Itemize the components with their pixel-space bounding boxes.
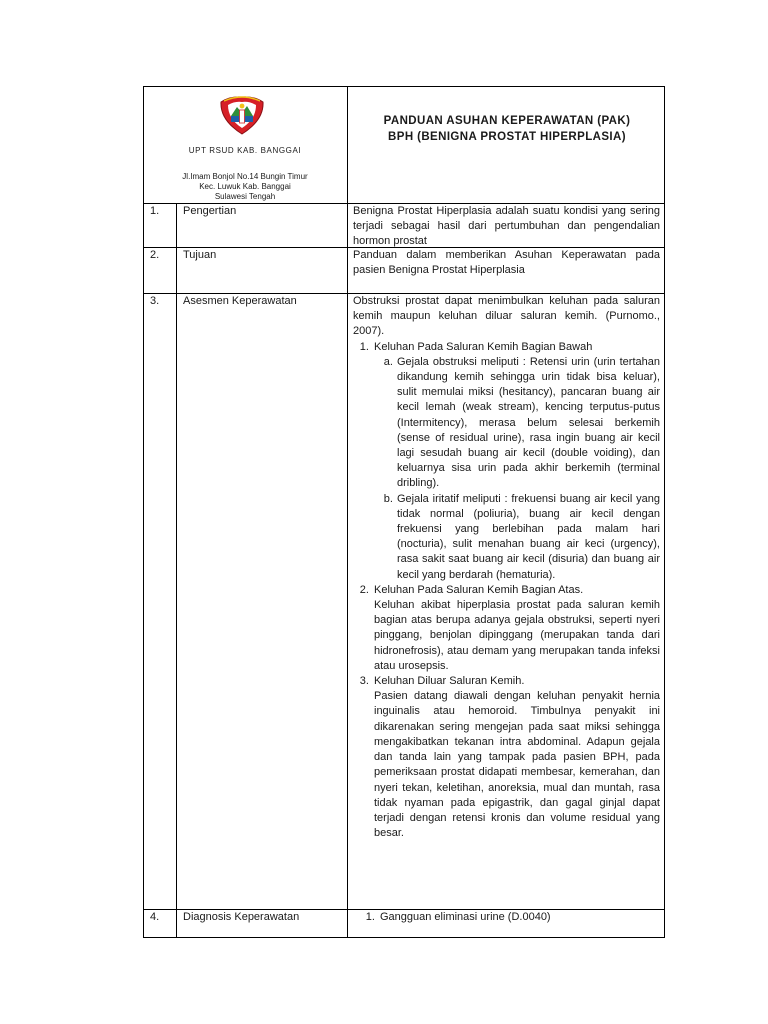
- row-number: 3.: [150, 295, 160, 307]
- symptom-list: [374, 355, 660, 583]
- list-item: [372, 674, 660, 841]
- list-item-body: Keluhan akibat hiperplasia prostat pada saluran kemih bagian atas berupa adanya gejala obstruksi, seperti nyeri pinggang, benjolan dipinggang (merupakan tanda dari hidronefrosis), atau demam yang merupakan tanda infeksi atau urosepsis.: [374, 599, 660, 672]
- document-table: [143, 86, 665, 938]
- row-label: Asesmen Keperawatan: [183, 295, 297, 307]
- address-line: Jl.Imam Bonjol No.14 Bungin Timur: [182, 172, 308, 181]
- row-label: Diagnosis Keperawatan: [183, 911, 300, 923]
- hospital-name: UPT RSUD KAB. BANGGAI: [188, 146, 302, 155]
- list-item: [372, 583, 660, 674]
- hospital-address: [144, 172, 346, 202]
- list-item-title: 2. Keluhan Pada Saluran Kemih Bagian Atas.: [374, 583, 584, 596]
- diagnosis-content: [353, 910, 660, 925]
- column-divider: [176, 203, 177, 938]
- column-divider: [347, 87, 348, 938]
- list-item-title: 3. Keluhan Diluar Saluran Kemih.: [374, 675, 525, 688]
- row-number: 4.: [150, 911, 160, 923]
- diagnosis-list: [353, 910, 660, 925]
- list-item: [372, 340, 660, 583]
- list-item-title: Keluhan Pada Saluran Kemih Bagian Bawah: [374, 340, 593, 353]
- row-content: Panduan dalam memberikan Asuhan Keperawatan pada pasien Benigna Prostat Hiperplasia: [353, 249, 660, 277]
- shield-emblem-icon: [218, 92, 266, 136]
- list-item: 1. Gangguan eliminasi urine (D.0040): [378, 910, 660, 925]
- list-item: a. Gejala obstruksi meliputi : Retensi urin (urin tertahan dikandung kemih sehingga urin tidak bisa keluar), sulit memulai miksi (hesitancy), pancaran buang air kecil lemah (weak stream), kencing terputus-putus (Intermitency), merasa belum selesai berkemih (sense of residual urine), rasa ingin buang air kecil lagi sesudah buang air kecil (double voiding), dan keluarnya sisa urin pada akhir berkemih (terminal dribling).: [396, 355, 660, 492]
- document-title: [348, 113, 666, 145]
- row-label: Pengertian: [183, 205, 237, 217]
- row-label: Tujuan: [183, 249, 217, 261]
- address-line: Sulawesi Tengah: [214, 192, 276, 201]
- title-line: PANDUAN ASUHAN KEPERAWATAN (PAK): [383, 115, 631, 127]
- list-item: b. Gejala iritatif meliputi : frekuensi buang air kecil yang tidak normal (poliuria), buang air kecil dengan frekuensi yang berlebihan pada malam hari (nocturia), sulit menahan buang air keci (urgency), rasa sakit saat buang air kecil (disuria) dan buang air kecil yang berdarah (hematuria).: [396, 492, 660, 583]
- assessment-content: [353, 294, 660, 841]
- row-number: 1.: [150, 205, 160, 217]
- complaint-list: [353, 340, 660, 842]
- address-line: Kec. Luwuk Kab. Banggai: [199, 182, 291, 191]
- assessment-intro: Obstruksi prostat dapat menimbulkan keluhan pada saluran kemih maupun keluhan diluar saluran kemih. (Purnomo., 2007).: [353, 295, 660, 338]
- title-line: BPH (BENIGNA PROSTAT HIPERPLASIA): [388, 131, 626, 143]
- row-content: Benigna Prostat Hiperplasia adalah suatu kondisi yang sering terjadi sebagai hasil dari pertumbuhan dan pengendalian hormon prostat: [353, 205, 660, 248]
- row-number: 2.: [150, 249, 160, 261]
- list-item-body: Pasien datang diawali dengan keluhan penyakit hernia inguinalis atau hemoroid. Timbulnya penyakit ini dikarenakan sering mengejan pada saat miksi sehingga mengakibatkan tekanan intra abdominal. Adapun gejala dan tanda lain yang tampak pada pasien BPH, pada pemeriksaan prostat didapati membesar, kemerahan, dan nyeri tekan, keletihan, anoreksia, mual dan muntah, rasa tidak nyaman pada epigastrik, dan gagal ginjal dapat terjadi dengan retensi kronis dan volume residual yang besar.: [374, 690, 660, 840]
